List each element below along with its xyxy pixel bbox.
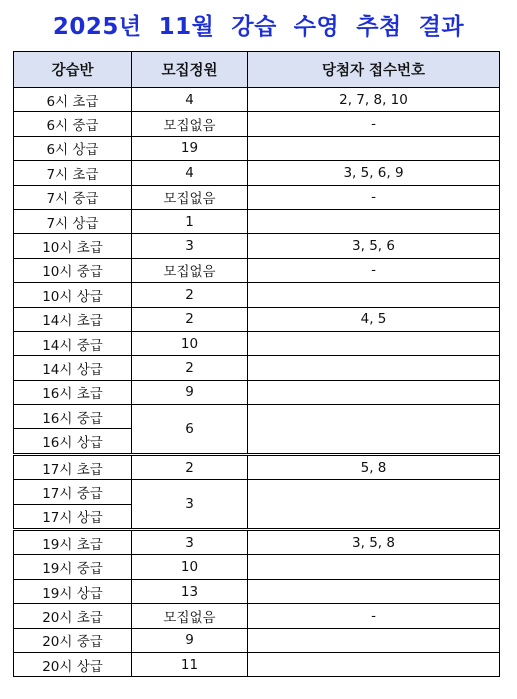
capacity-cell: 4 (132, 161, 248, 185)
winners-cell: 3, 5, 6 (248, 234, 500, 258)
class-cell: 7시 상급 (14, 209, 132, 233)
capacity-cell: 10 (132, 331, 248, 355)
table-row (14, 604, 500, 628)
class-cell: 6시 중급 (14, 112, 132, 136)
table-row (14, 628, 500, 652)
class-cell: 14시 초급 (14, 307, 132, 331)
capacity-cell: 13 (132, 579, 248, 603)
table-header-row (14, 52, 500, 88)
table-row (14, 136, 500, 160)
capacity-cell: 모집없음 (132, 185, 248, 209)
capacity-cell: 1 (132, 209, 248, 233)
capacity-cell: 10 (132, 555, 248, 579)
capacity-cell: 4 (132, 88, 248, 112)
capacity-cell: 9 (132, 380, 248, 404)
capacity-cell: 11 (132, 652, 248, 676)
table-row (14, 380, 500, 404)
class-cell: 19시 중급 (14, 555, 132, 579)
class-cell: 16시 상급 (14, 429, 132, 454)
capacity-cell: 2 (132, 356, 248, 380)
winners-cell (248, 380, 500, 404)
page-title: 2025년 11월 강습 수영 추첨 결과 (52, 14, 465, 40)
class-cell: 20시 상급 (14, 652, 132, 676)
table-row (14, 185, 500, 209)
capacity-cell-merged: 3 (132, 480, 248, 530)
winners-cell: - (248, 604, 500, 628)
capacity-cell: 모집없음 (132, 258, 248, 282)
table-row (14, 209, 500, 233)
table-row (14, 258, 500, 282)
capacity-cell: 19 (132, 136, 248, 160)
table-row (14, 530, 500, 555)
header-winners: 당첨자 접수번호 (248, 52, 500, 88)
table-row (14, 405, 500, 429)
table-row (14, 652, 500, 676)
winners-cell: - (248, 185, 500, 209)
class-cell: 10시 중급 (14, 258, 132, 282)
header-capacity: 모집정원 (132, 52, 248, 88)
winners-cell (248, 579, 500, 603)
class-cell: 7시 초급 (14, 161, 132, 185)
table-row (14, 234, 500, 258)
table-row (14, 112, 500, 136)
winners-cell: 5, 8 (248, 454, 500, 479)
class-cell: 17시 초급 (14, 454, 132, 479)
class-cell: 10시 상급 (14, 283, 132, 307)
class-cell: 10시 초급 (14, 234, 132, 258)
table-row (14, 579, 500, 603)
class-cell: 14시 중급 (14, 331, 132, 355)
class-cell: 17시 상급 (14, 504, 132, 529)
table-row (14, 356, 500, 380)
table-row (14, 555, 500, 579)
table-row (14, 307, 500, 331)
table-row (14, 283, 500, 307)
winners-cell (248, 356, 500, 380)
class-cell: 20시 초급 (14, 604, 132, 628)
capacity-cell: 3 (132, 234, 248, 258)
capacity-cell-merged: 6 (132, 405, 248, 455)
winners-cell (248, 555, 500, 579)
class-cell: 6시 초급 (14, 88, 132, 112)
class-cell: 16시 중급 (14, 405, 132, 429)
lottery-results-table (13, 51, 500, 677)
winners-cell: - (248, 112, 500, 136)
winners-cell: 2, 7, 8, 10 (248, 88, 500, 112)
winners-cell-merged (248, 405, 500, 455)
class-cell: 20시 중급 (14, 628, 132, 652)
class-cell: 19시 상급 (14, 579, 132, 603)
table-row (14, 88, 500, 112)
class-cell: 16시 초급 (14, 380, 132, 404)
class-cell: 6시 상급 (14, 136, 132, 160)
winners-cell (248, 283, 500, 307)
capacity-cell: 3 (132, 530, 248, 555)
capacity-cell: 2 (132, 454, 248, 479)
class-cell: 17시 중급 (14, 480, 132, 504)
winners-cell: 3, 5, 6, 9 (248, 161, 500, 185)
winners-cell (248, 628, 500, 652)
header-class: 강습반 (14, 52, 132, 88)
capacity-cell: 모집없음 (132, 604, 248, 628)
winners-cell (248, 136, 500, 160)
table-row (14, 331, 500, 355)
winners-cell (248, 209, 500, 233)
winners-cell: 4, 5 (248, 307, 500, 331)
winners-cell (248, 652, 500, 676)
class-cell: 14시 상급 (14, 356, 132, 380)
winners-cell (248, 331, 500, 355)
winners-cell: - (248, 258, 500, 282)
table-row (14, 161, 500, 185)
class-cell: 7시 중급 (14, 185, 132, 209)
winners-cell: 3, 5, 8 (248, 530, 500, 555)
class-cell: 19시 초급 (14, 530, 132, 555)
capacity-cell: 9 (132, 628, 248, 652)
capacity-cell: 모집없음 (132, 112, 248, 136)
table-row (14, 454, 500, 479)
table-row (14, 480, 500, 504)
winners-cell-merged (248, 480, 500, 530)
capacity-cell: 2 (132, 307, 248, 331)
capacity-cell: 2 (132, 283, 248, 307)
